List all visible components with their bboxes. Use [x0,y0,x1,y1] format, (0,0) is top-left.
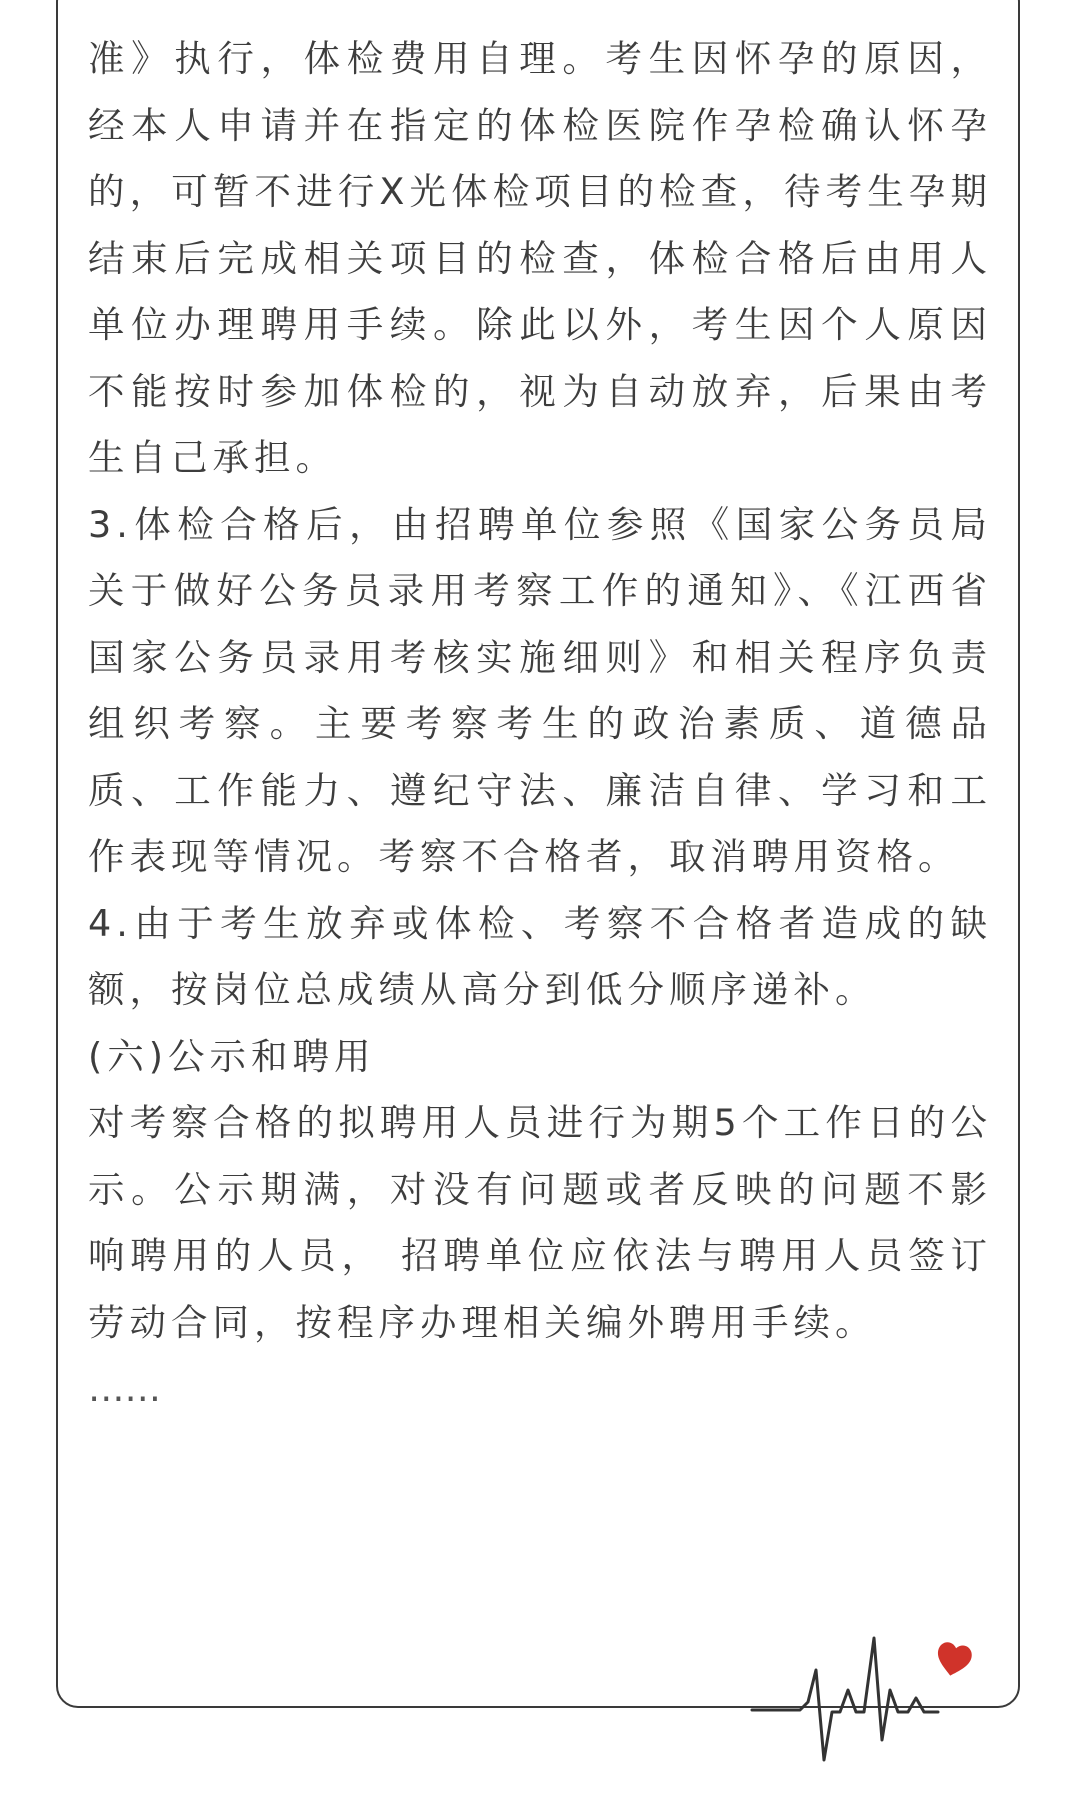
paragraph-item-4: 4.由于考生放弃或体检、考察不合格者造成的缺额，按岗位总成绩从高分到低分顺序递补。 [88,901,992,1011]
heart-icon [934,1641,974,1680]
section-body: 对考察合格的拟聘用人员进行为期5个工作日的公示。公示期满，对没有问题或者反映的问题不影响聘用的人员， 招聘单位应依法与聘用人员签订劳动合同，按程序办理相关编外聘用手续。 [88,1101,992,1344]
paragraph-item-3: 3.体检合格后，由招聘单位参照《国家公务员局关于做好公务员录用考察工作的通知》、《江西省国家公务员录用考核实施细则》和相关程序负责组织考察。主要考察考生的政治素质、道德品质、工作能力、遵纪守法、廉洁自律、学习和工作表现等情况。考察不合格者，取消聘用资格。 [88,502,992,878]
heartbeat-icon [740,1630,990,1770]
paragraph-continuation: 准》执行，体检费用自理。考生因怀孕的原因，经本人申请并在指定的体检医院作孕检确认怀孕的，可暂不进行X光体检项目的检查，待考生孕期结束后完成相关项目的检查，体检合格后由用人单位办理聘用手续。除此以外，考生因个人原因不能按时参加体检的，视为自动放弃，后果由考生自己承担。 [88,37,992,479]
section-heading: (六)公示和聘用 [88,1034,376,1078]
article-body [88,26,992,1423]
heartbeat-line [752,1638,938,1760]
ellipsis: …… [88,1367,161,1410]
